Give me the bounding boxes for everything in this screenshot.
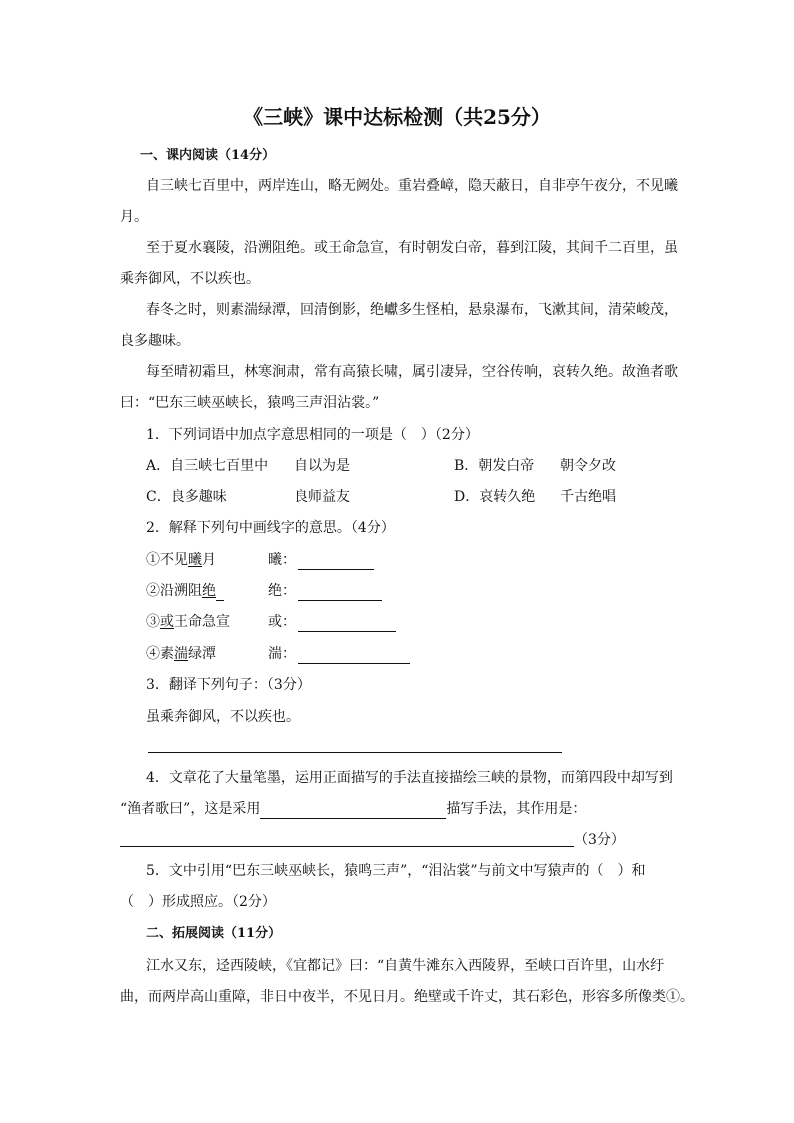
q2-item-2-underlined: 绝: [202, 583, 216, 599]
q2-answer-1-blank[interactable]: [298, 553, 374, 570]
q2-answer-4: [268, 644, 410, 664]
q2-item-1-pre: ①不见: [146, 552, 188, 568]
passage-p1-line1: 自三峡七百里中，两岸连山，略无阙处。重岩叠嶂，隐天蔽日，自非亭午夜分，不见曦: [146, 178, 678, 194]
option-d-term2: 千古绝唱: [560, 489, 616, 505]
option-a-term1: A．自三峡七百里中: [146, 458, 269, 474]
question-4-blank-1[interactable]: [260, 802, 446, 819]
question-2-stem: 2．解释下列句中画线字的意思。（4分）: [146, 520, 395, 536]
question-4-score: （3分）: [574, 832, 625, 848]
question-4-line1: 4．文章花了大量笔墨，运用正面描写的手法直接描绘三峡的景物，而第四段中却写到: [146, 770, 673, 786]
q2-item-1-post: 月: [202, 552, 216, 568]
q2-answer-1: [268, 550, 374, 570]
passage-p1-line2: 月。: [120, 209, 148, 225]
q2-item-2-trail-underline: [216, 584, 224, 601]
page-title: 《三峡》课中达标检测（共25分）: [243, 105, 551, 129]
q2-answer-3-blank[interactable]: [298, 615, 396, 632]
q2-item-4-underlined: 湍: [174, 646, 188, 662]
q2-item-3-post: 王命急宣: [174, 614, 230, 630]
question-1-stem: 1．下列词语中加点字意思相同的一项是（ ）（2分）: [146, 427, 479, 443]
q2-item-3-pre: ③: [146, 614, 160, 630]
q2-item-2: [146, 581, 224, 601]
q2-answer-4-label: 湍：: [268, 646, 296, 662]
question-4-line2-a: “渔者歌曰”，这是采用: [120, 801, 261, 817]
option-b-term2: 朝令夕改: [560, 458, 616, 474]
q2-item-1: [146, 550, 216, 570]
q2-answer-3: [268, 612, 396, 632]
q2-item-4: [146, 644, 216, 664]
question-4-answer-line[interactable]: [120, 846, 574, 847]
q2-item-4-post: 绿潭: [188, 646, 216, 662]
extended-reading-line1: 江水又东，迳西陵峡，《宜都记》曰：“自黄牛滩东入西陵界，至峡口百许里，山水纡: [146, 958, 665, 974]
passage-p2-line1: 至于夏水襄陵，沿溯阻绝。或王命急宣，有时朝发白帝，暮到江陵，其间千二百里，虽: [146, 240, 678, 256]
question-4-line2-b: 描写手法，其作用是：: [446, 801, 587, 817]
option-d-term1: D．哀转久绝: [454, 489, 536, 505]
question-3-answer-line[interactable]: [148, 752, 562, 753]
section-heading-2: 二、拓展阅读（11分）: [146, 926, 282, 941]
q2-item-4-pre: ④素: [146, 646, 174, 662]
q2-answer-2: [268, 581, 382, 601]
q2-item-3: [146, 612, 230, 632]
option-c-term2: 良师益友: [294, 489, 350, 505]
question-4-line2: [120, 799, 586, 819]
question-3-stem: 3．翻译下列句子：（3分）: [146, 677, 311, 693]
q2-answer-2-blank[interactable]: [298, 584, 382, 601]
passage-p4-line1: 每至晴初霜旦，林寒涧肃，常有高猿长啸，属引凄异，空谷传响，哀转久绝。故渔者歌: [146, 364, 678, 380]
option-a-term2: 自以为是: [294, 458, 350, 474]
q2-answer-1-label: 曦：: [268, 552, 296, 568]
q2-answer-2-label: 绝：: [268, 583, 296, 599]
question-5-line1: 5．文中引用“巴东三峡巫峡长，猿鸣三声”，“泪沾裳”与前文中写猿声的（ ）和: [146, 863, 646, 879]
q2-answer-3-label: 或：: [268, 614, 296, 630]
question-3-sentence: 虽乘奔御风，不以疾也。: [146, 709, 300, 725]
section-heading-1: 一、课内阅读（14分）: [140, 148, 276, 163]
q2-answer-4-blank[interactable]: [298, 647, 410, 664]
extended-reading-line2: 曲，而两岸高山重障，非日中夜半，不见日月。绝壁或千许丈，其石彩色，形容多所像类①。: [120, 989, 694, 1005]
option-b-term1: B．朝发白帝: [454, 458, 535, 474]
question-5-line2: （ ）形成照应。（2分）: [120, 894, 276, 910]
q2-item-1-underlined: 曦: [188, 552, 202, 568]
option-c-term1: C．良多趣味: [146, 489, 227, 505]
q2-item-3-underlined: 或: [160, 614, 174, 630]
passage-p3-line2: 良多趣味。: [120, 333, 190, 349]
passage-p3-line1: 春冬之时，则素湍绿潭，回清倒影，绝巘多生怪柏，悬泉瀑布，飞漱其间，清荣峻茂，: [146, 302, 678, 318]
q2-item-2-pre: ②沿溯阻: [146, 583, 202, 599]
passage-p2-line2: 乘奔御风，不以疾也。: [120, 271, 260, 287]
passage-p4-line2: 曰：“巴东三峡巫峡长，猿鸣三声泪沾裳。”: [120, 395, 380, 411]
